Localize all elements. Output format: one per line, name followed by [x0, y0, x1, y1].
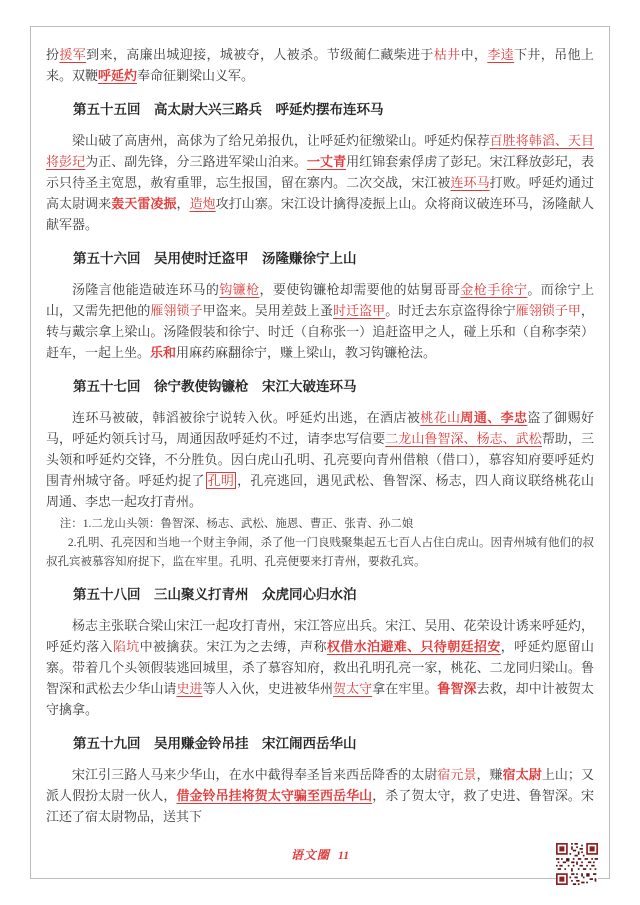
text-segment: 奉命征剿梁山义军。	[137, 68, 255, 84]
text-segment: 2.孔明、孔亮因和当地一个财主争闹，杀了他一门良贱聚集起五七百人占住白虎山。因青州城有他们的叔叔孔宾被慕容知府捉下，监在牢里。孔明、孔亮便要来打青州，要救孔宾。	[46, 536, 594, 568]
text-segment: 杨志主张联合梁山宋江一起攻打青州，宋江答应出兵。宋江、吴用、花荣设计诱来呼延灼，呼延灼落入	[46, 618, 594, 655]
text-segment: 甲盗来。吴用差鼓上蚤	[202, 303, 334, 319]
text-segment: 呼延灼	[98, 68, 138, 84]
text-segment: 陷坑	[112, 639, 140, 655]
chapter-57-note-1	[46, 515, 594, 534]
text-segment: 连环马被破，韩滔被徐宁说转入伙。呼延灼出逃，在酒店被	[72, 410, 421, 426]
text-segment: ，杀了贺太守，救了史进、鲁智深。宋江还了宿太尉物品，送其下	[46, 788, 594, 825]
text-segment: 百胜将韩滔、天目将彭玘	[46, 132, 594, 169]
text-segment: ，转与戴宗拿上梁山。汤隆假装和徐宁、时迁（自称张一）追赶盗甲之人，碰上乐和（自称李荣）赶车，一起上坐。	[46, 303, 594, 361]
text-segment: 下井，吊他上来。双鞭	[46, 47, 594, 84]
text-segment: 时迁盗甲	[333, 303, 386, 319]
text-segment: 雁翎锁子甲	[515, 303, 581, 319]
text-segment: 梁山破了高唐州，高俅为了给兄弟报仇，让呼延灼征缴梁山。呼延灼保荐	[72, 132, 490, 148]
text-segment: 连环马	[450, 175, 490, 191]
text-segment: 汤隆言他能造破连环马的	[72, 282, 220, 298]
text-segment: 扮	[46, 47, 60, 62]
text-segment: 贺太守	[333, 681, 373, 697]
text-segment: 中被擒获。宋江为之去缚，声称	[139, 639, 327, 655]
chapter-56-heading: 第五十六回 吴用使时迁盗甲 汤隆赚徐宁上山	[73, 251, 357, 267]
text-segment: 雁翎锁子	[150, 303, 203, 319]
text-segment: 用麻药麻翻徐宁，赚上梁山，教习钩镰枪法。	[176, 345, 437, 361]
footer-brand: 语文圈	[290, 848, 330, 862]
text-segment: 宿元景	[437, 767, 477, 783]
text-segment: ，孔亮逃回，遇见武松、鲁智深、杨志，四人商议联络桃花山周通、李忠一起攻打青州。	[46, 473, 594, 510]
text-segment: ，呼延灼愿留山寨。带着几个头领假装逃回城里，杀了慕容知府，救出孔明孔亮一家，桃花、二龙同归梁山。鲁智深和武松去少华山请	[46, 639, 594, 697]
text-segment: 援军	[59, 47, 87, 62]
chapter-57-note-2	[46, 534, 594, 571]
text-segment: ，赚	[476, 767, 503, 783]
document-content	[46, 44, 594, 830]
text-segment: 等人入伙，史进被华州	[202, 681, 334, 697]
chapter-59-paragraph	[46, 764, 594, 827]
text-segment: 攻打山寨。宋江设计擒得凌振上山。众将商议破连环马，汤隆献人献军器。	[46, 196, 594, 233]
text-segment: ，要使钩镰枪却需要他的姑舅哥哥	[259, 282, 461, 298]
text-segment: 孔明	[207, 473, 235, 489]
text-segment: 打败。呼延灼通过高太尉调来	[46, 175, 594, 212]
text-segment: 中，	[460, 47, 488, 62]
text-segment: 。而徐宁上山，又需先把他的	[46, 282, 594, 319]
text-segment: 用红锦套索俘虏了彭玘。宋江释放彭玘，表示只待圣主宽恩，赦宥重罪，忘生报国，留在寨内。二次交战，宋江被	[46, 154, 594, 191]
text-segment: 上山；又派人假扮太尉一伙人，	[46, 767, 594, 804]
text-segment: 周通、李忠	[460, 410, 528, 426]
qr-code	[556, 843, 598, 885]
text-segment: 借金铃吊挂将贺太守骗至西岳华山	[176, 788, 373, 804]
text-segment: 钩镰枪	[219, 282, 260, 298]
text-segment: 一丈青	[306, 154, 347, 169]
text-segment: 李逵	[487, 47, 515, 62]
chapter-56-paragraph	[46, 279, 594, 363]
text-segment: 史进	[176, 681, 203, 697]
text-segment: 枯井	[433, 47, 461, 62]
text-segment: 宋江引三路人马来少华山，在水中截得奉圣旨来西岳降香的太尉	[72, 767, 438, 783]
text-segment: 鲁智深	[437, 681, 477, 697]
paragraph-intro-continuation	[46, 44, 594, 86]
text-segment: 造炮	[189, 196, 216, 212]
chapter-59-heading: 第五十九回 吴用赚金铃吊挂 宋江闹西岳华山	[73, 736, 357, 752]
page-footer	[0, 846, 640, 863]
chapter-55-heading: 第五十五回 高太尉大兴三路兵 呼延灼摆布连环马	[73, 102, 384, 118]
text-segment: 桃花山	[420, 410, 461, 426]
chapter-57-paragraph	[46, 407, 594, 512]
text-segment: 乐和	[150, 345, 177, 361]
text-segment: 拿在牢里。	[372, 681, 438, 697]
chapter-58-paragraph	[46, 615, 594, 720]
text-segment: ，	[176, 196, 190, 212]
text-segment: 注：1.二龙山头领：鲁智深、杨志、武松、施恩、曹正、张青、孙二娘	[59, 518, 414, 531]
chapter-55-paragraph	[46, 130, 594, 235]
text-segment: 去救，却中计被贺太守擒拿。	[46, 681, 594, 718]
text-segment: 。时迁去东京盗得徐宁	[385, 303, 516, 319]
text-segment: 到来，高廉出城迎接，城被夺，人被杀。节级蔺仁藏柴进于	[86, 47, 434, 62]
text-segment: 盗了御赐好马，呼延灼领兵讨马，周通因敌呼延灼不过，请李忠写信要	[46, 410, 594, 447]
text-segment: 权借水泊避难、只待朝廷招安	[326, 639, 501, 655]
text-segment: 金枪手徐宁	[460, 282, 528, 298]
footer-page-number: 11	[337, 848, 350, 862]
text-segment: 二龙山鲁智深、杨志、武松	[385, 431, 542, 447]
text-segment: 宿太尉	[502, 767, 542, 783]
text-segment: 轰天雷凌振	[111, 196, 177, 212]
text-segment: 为正、副先锋，分三路进军梁山泊来。	[85, 154, 307, 169]
chapter-58-heading: 第五十八回 三山聚义打青州 众虎同心归水泊	[73, 587, 357, 603]
chapter-57-heading: 第五十七回 徐宁教使钩镰枪 宋江大破连环马	[73, 379, 357, 395]
text-segment: 帮助，三头领和呼延灼交锋，不分胜负。因白虎山孔明、孔亮要向青州借粮（借口），慕容知府要呼延灼围青州城守备。呼延灼捉了	[46, 431, 594, 489]
